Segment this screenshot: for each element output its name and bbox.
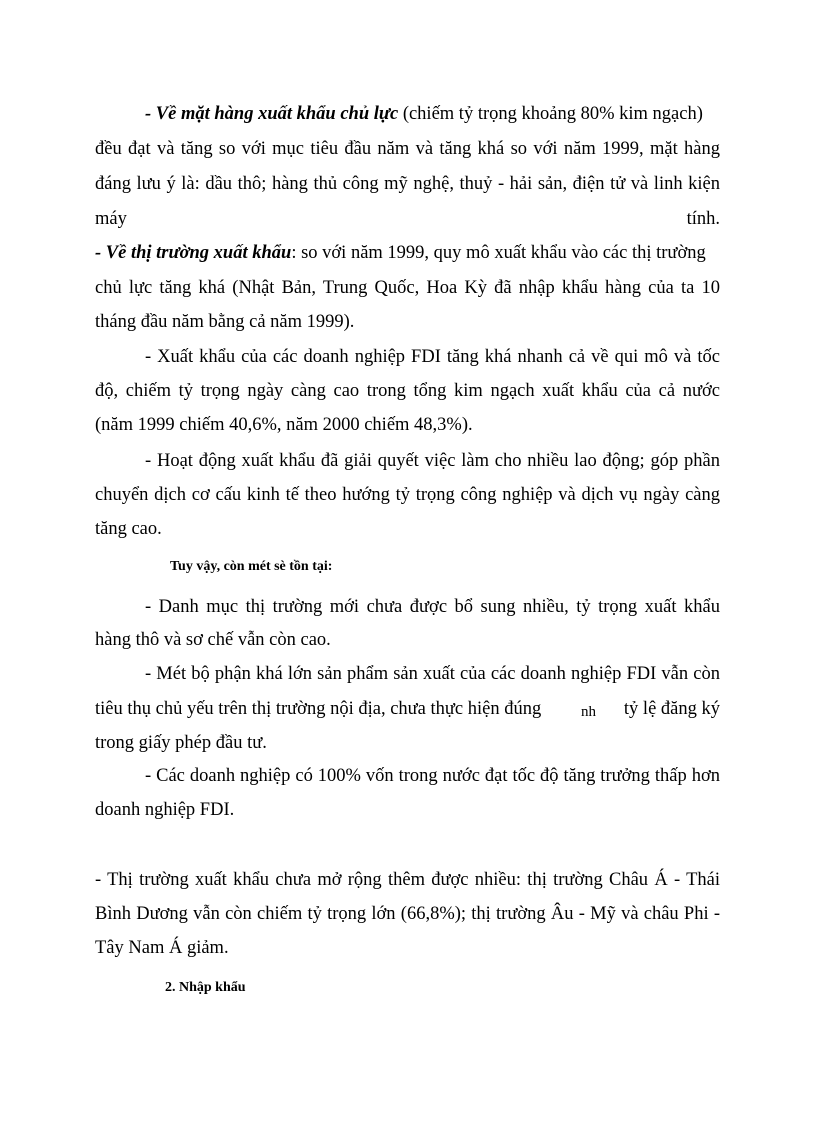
para4-line3: tăng cao. [95, 519, 162, 539]
subheading: Tuy vậy, còn mét sè tồn tại: [170, 559, 333, 574]
para1-line4-left: máy [95, 209, 127, 229]
para2-line1 [95, 241, 720, 265]
para1-line4-right: tính. [686, 209, 720, 229]
para7-line2: doanh nghiệp FDI. [95, 800, 235, 820]
para6-line1: - Mét bộ phận khá lớn sản phẩm sản xuất của các doanh nghiệp FDI vẫn còn [145, 664, 720, 684]
para8-line3: Tây Nam Á giảm. [95, 938, 229, 958]
para2-line1-text: : so với năm 1999, quy mô xuất khẩu vào các thị trường [291, 243, 706, 263]
para6-line2-text-b: tỷ lệ đăng ký [623, 699, 720, 719]
para4-line2: chuyển dịch cơ cấu kinh tế theo hướng tỷ trọng công nghiệp và dịch vụ ngày càng [95, 485, 720, 505]
para5-line2: hàng thô và sơ chế vẫn còn cao. [95, 630, 331, 650]
para6-line3: trong giấy phép đầu tư. [95, 733, 267, 753]
para1-line3: đáng lưu ý là: dầu thô; hàng thủ công mỹ nghệ, thuỷ - hải sản, điện tử và linh kiện [95, 174, 720, 194]
para6-line2-nh: nh [581, 704, 596, 720]
para6-line2 [95, 697, 720, 721]
para1-line1-text: (chiếm tỷ trọng khoảng 80% kim ngạch) [398, 104, 703, 124]
para8-line2: Bình Dương vẫn còn chiếm tỷ trọng lớn (66,8%); thị trường Âu - Mỹ và châu Phi - [95, 904, 720, 924]
para7-line1: - Các doanh nghiệp có 100% vốn trong nước đạt tốc độ tăng trưởng thấp hơn [145, 766, 720, 786]
para1-line1 [145, 102, 720, 126]
para1-line4 [95, 207, 720, 231]
para1-line2: đều đạt và tăng so với mục tiêu đầu năm và tăng khá so với năm 1999, mặt hàng [95, 139, 720, 159]
para8-line1: - Thị trường xuất khẩu chưa mở rộng thêm được nhiều: thị trường Châu Á - Thái [95, 870, 720, 890]
para5-line1: - Danh mục thị trường mới chưa được bổ sung nhiều, tỷ trọng xuất khẩu [145, 597, 720, 617]
para2-line2: chủ lực tăng khá (Nhật Bản, Trung Quốc, Hoa Kỳ đã nhập khẩu hàng của ta 10 [95, 278, 720, 298]
para2-lead: - Về thị trường xuất khẩu [95, 243, 292, 263]
para3-line3: (năm 1999 chiếm 40,6%, năm 2000 chiếm 48,3%). [95, 415, 473, 435]
para1-lead: - Về mặt hàng xuất khẩu chủ lực [145, 104, 399, 124]
para6-line2-text-a: tiêu thụ chủ yếu trên thị trường nội địa, chưa thực hiện đúng [95, 699, 542, 719]
para4-line1: - Hoạt động xuất khẩu đã giải quyết việc làm cho nhiều lao động; góp phần [145, 451, 720, 471]
para3-line2: độ, chiếm tỷ trọng ngày càng cao trong tổng kim ngạch xuất khẩu của cả nước [95, 381, 720, 401]
para3-line1: - Xuất khẩu của các doanh nghiệp FDI tăng khá nhanh cả về qui mô và tốc [145, 347, 720, 367]
section-heading: 2. Nhập khẩu [165, 980, 246, 995]
para2-line3: tháng đầu năm bằng cả năm 1999). [95, 312, 355, 332]
